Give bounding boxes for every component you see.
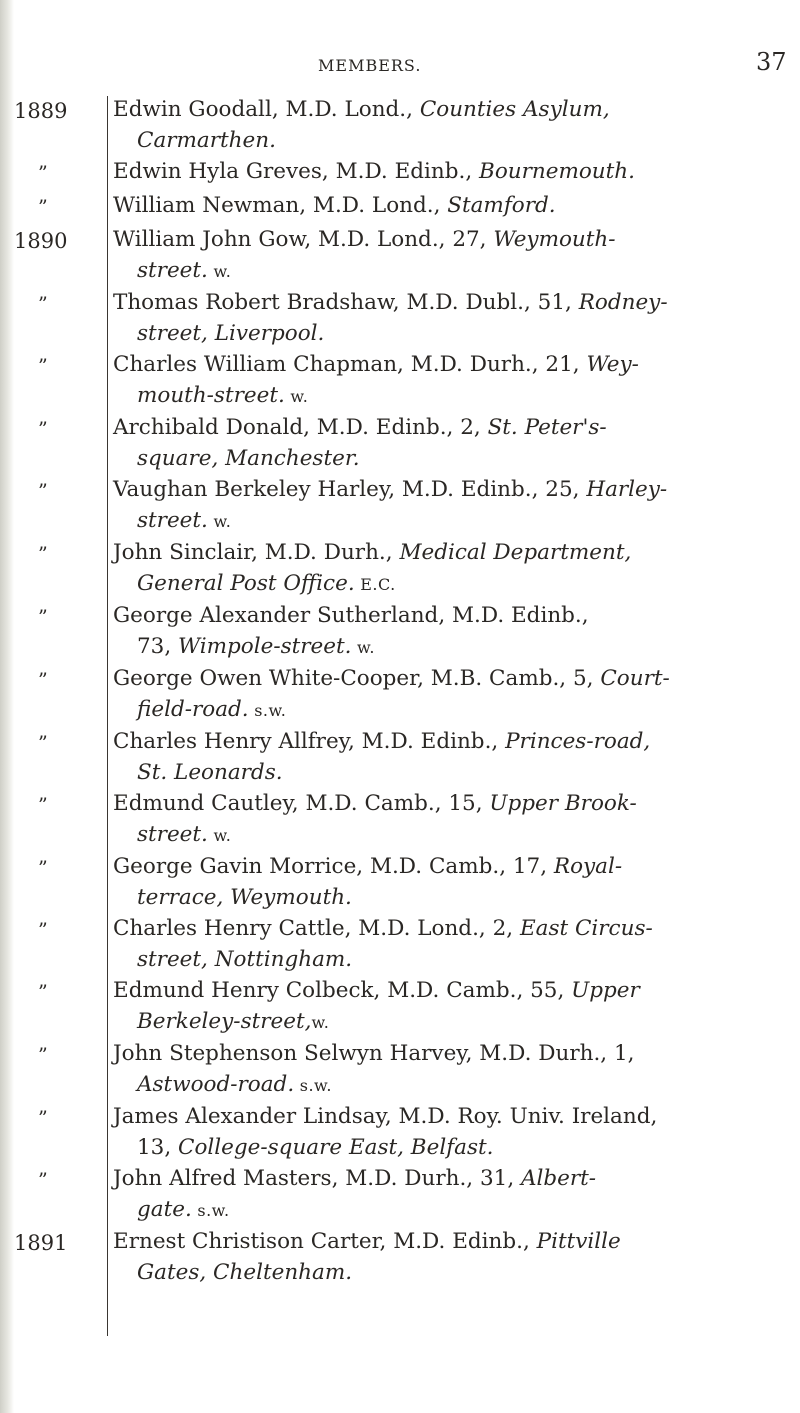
entry-line-continuation (137, 944, 800, 975)
member-entry (0, 190, 800, 224)
entry-text: Archibald Donald, M.D. Edinb., 2, (113, 415, 488, 440)
member-entry (0, 537, 800, 600)
entry-line-first (113, 1038, 800, 1069)
entry-line-continuation (137, 1069, 800, 1101)
entry-address-italic: Gates, Cheltenham. (137, 1260, 353, 1285)
entry-line-continuation (137, 1257, 800, 1288)
entry-line-first (113, 726, 800, 757)
entry-line-first (113, 412, 800, 443)
member-entry (0, 788, 800, 851)
entry-text: George Gavin Morrice, M.D. Camb., 17, (113, 854, 554, 879)
entry-line-continuation (137, 380, 800, 412)
election-year: 1891 (14, 1231, 68, 1255)
entry-address-italic: St. Peter's- (487, 415, 607, 440)
election-year: ” (38, 981, 48, 1003)
entry-address-italic: Wey- (586, 352, 639, 377)
election-year: ” (38, 1107, 48, 1129)
entry-address-italic: terrace, Weymouth. (137, 885, 352, 910)
entry-address-italic: street, Liverpool. (137, 321, 325, 346)
election-year: 1889 (14, 99, 68, 123)
entry-address-italic: Medical Department, (399, 540, 632, 565)
member-entry (0, 600, 800, 663)
entry-address-italic: square, Manchester. (137, 446, 360, 471)
election-year: ” (38, 196, 48, 218)
entry-line-continuation (137, 819, 800, 851)
running-title: MEMBERS. (318, 56, 422, 75)
entry-line-continuation (137, 757, 800, 788)
entry-line-first (113, 94, 800, 125)
entry-address-italic: Albert- (521, 1166, 597, 1191)
entry-line-continuation (137, 125, 800, 156)
entry-address-italic: Harley- (586, 477, 668, 502)
entry-address-italic: Bournemouth. (479, 159, 635, 184)
election-year: ” (38, 162, 48, 184)
member-entry (0, 349, 800, 412)
entry-line-first (113, 224, 800, 255)
entry-text: Thomas Robert Bradshaw, M.D. Dubl., 51, (113, 290, 579, 315)
election-year: ” (38, 293, 48, 315)
entry-text: Vaughan Berkeley Harley, M.D. Edinb., 25, (113, 477, 587, 502)
election-year: ” (38, 1044, 48, 1066)
entry-address-italic: Upper (571, 978, 640, 1003)
entry-line-first (113, 975, 800, 1006)
entry-address-italic: Royal- (553, 854, 623, 879)
entry-text: George Alexander Sutherland, M.D. Edinb., (113, 603, 589, 628)
entry-address-italic: street. (137, 822, 208, 847)
entry-address-italic: Counties Asylum, (419, 97, 610, 122)
entry-address-italic: East Circus- (519, 916, 653, 941)
entry-text: George Owen White-Cooper, M.B. Camb., 5, (113, 666, 601, 691)
entry-text: 13, (137, 1135, 179, 1160)
entry-text: Charles Henry Cattle, M.D. Lond., 2, (113, 916, 520, 941)
entry-address-italic: street. (137, 508, 208, 533)
entry-address-italic: Stamford. (447, 193, 556, 218)
entry-postal-district: w. (284, 387, 309, 406)
entry-line-first (113, 1163, 800, 1194)
entry-address-italic: Rodney- (578, 290, 668, 315)
entry-text: William Newman, M.D. Lond., (113, 193, 448, 218)
member-list (0, 94, 800, 1288)
entry-text: William John Gow, M.D. Lond., 27, (113, 227, 494, 252)
election-year: ” (38, 732, 48, 754)
entry-line-continuation (137, 318, 800, 349)
election-year: ” (38, 1169, 48, 1191)
election-year: 1890 (14, 229, 68, 253)
entry-postal-district: s.w. (248, 701, 287, 720)
entry-text: John Stephenson Selwyn Harvey, M.D. Durh., 1, (113, 1041, 635, 1066)
member-entry (0, 1226, 800, 1288)
entry-text: Edwin Goodall, M.D. Lond., (113, 97, 420, 122)
entry-line-continuation (137, 882, 800, 913)
election-year: ” (38, 355, 48, 377)
entry-line-first (113, 788, 800, 819)
entry-address-italic: Princes-road, (505, 729, 651, 754)
entry-line-first (113, 663, 800, 694)
election-year: ” (38, 919, 48, 941)
member-entry (0, 726, 800, 788)
entry-text: John Sinclair, M.D. Durh., (113, 540, 400, 565)
member-entry (0, 94, 800, 156)
entry-address-italic: mouth-street. (137, 383, 285, 408)
entry-line-first (113, 851, 800, 882)
election-year: ” (38, 480, 48, 502)
election-year: ” (38, 418, 48, 440)
entry-text: Edmund Cautley, M.D. Camb., 15, (113, 791, 490, 816)
entry-line-first (113, 474, 800, 505)
entry-line-continuation (137, 505, 800, 537)
entry-address-italic: street. (137, 258, 208, 283)
running-head (0, 48, 800, 78)
entry-address-italic: Weymouth- (493, 227, 616, 252)
entry-line-first (113, 913, 800, 944)
election-year: ” (38, 857, 48, 879)
entry-postal-district: w. (351, 638, 375, 657)
member-entry (0, 412, 800, 474)
election-year: ” (38, 669, 48, 691)
entry-address-italic: Pittville (536, 1229, 621, 1254)
entry-line-continuation (137, 255, 800, 287)
entry-address-italic: General Post Office. (137, 571, 355, 596)
page-number: 37 (756, 48, 787, 76)
entry-line-continuation (137, 1194, 800, 1226)
entry-line-first (113, 537, 800, 568)
member-entry (0, 1163, 800, 1226)
entry-line-first (113, 600, 800, 631)
entry-line-continuation (137, 694, 800, 726)
entry-address-italic: Court- (600, 666, 670, 691)
entry-line-first (113, 349, 800, 380)
entry-line-continuation (137, 1132, 800, 1163)
member-entry (0, 1038, 800, 1101)
entry-address-italic: St. Leonards. (137, 760, 283, 785)
member-entry (0, 156, 800, 190)
entry-line-continuation (137, 1006, 800, 1038)
entry-address-italic: Wimpole-street. (178, 634, 352, 659)
entry-address-italic: Astwood-road. (137, 1072, 295, 1097)
member-entry (0, 851, 800, 913)
entry-address-italic: College-square East, Belfast. (178, 1135, 494, 1160)
entry-text: John Alfred Masters, M.D. Durh., 31, (113, 1166, 521, 1191)
member-entry (0, 975, 800, 1038)
entry-postal-district: w. (311, 1013, 330, 1032)
entry-postal-district: E.C. (354, 575, 396, 594)
entry-line-first (113, 1101, 800, 1132)
entry-text: Charles Henry Allfrey, M.D. Edinb., (113, 729, 506, 754)
member-entry (0, 474, 800, 537)
entry-line-continuation (137, 568, 800, 600)
election-year: ” (38, 794, 48, 816)
entry-address-italic: Berkeley-street, (137, 1009, 312, 1034)
member-entry (0, 913, 800, 975)
member-entry (0, 287, 800, 349)
entry-text: 73, (137, 634, 179, 659)
entry-text: Ernest Christison Carter, M.D. Edinb., (113, 1229, 537, 1254)
entry-address-italic: gate. (137, 1197, 192, 1222)
entry-text: James Alexander Lindsay, M.D. Roy. Univ. Ireland, (113, 1104, 658, 1129)
entry-text: Edwin Hyla Greves, M.D. Edinb., (113, 159, 480, 184)
entry-line-first (113, 1226, 800, 1257)
entry-line-continuation (137, 631, 800, 663)
election-year: ” (38, 606, 48, 628)
entry-postal-district: w. (207, 512, 232, 531)
election-year: ” (38, 543, 48, 565)
entry-address-italic: Upper Brook- (489, 791, 637, 816)
member-entry (0, 1101, 800, 1163)
entry-line-continuation (137, 443, 800, 474)
entry-text: Charles William Chapman, M.D. Durh., 21, (113, 352, 587, 377)
entry-postal-district: s.w. (294, 1076, 332, 1095)
entry-address-italic: street, Nottingham. (137, 947, 353, 972)
entry-postal-district: s.w. (191, 1201, 230, 1220)
entry-address-italic: Carmarthen. (137, 128, 276, 153)
entry-line-first (113, 287, 800, 318)
member-entry (0, 663, 800, 726)
entry-postal-district: w. (207, 262, 232, 281)
entry-address-italic: field-road. (137, 697, 249, 722)
entry-line-first (113, 156, 800, 187)
entry-line-first (113, 190, 800, 221)
entry-postal-district: w. (207, 826, 232, 845)
member-entry (0, 224, 800, 287)
entry-text: Edmund Henry Colbeck, M.D. Camb., 55, (113, 978, 572, 1003)
